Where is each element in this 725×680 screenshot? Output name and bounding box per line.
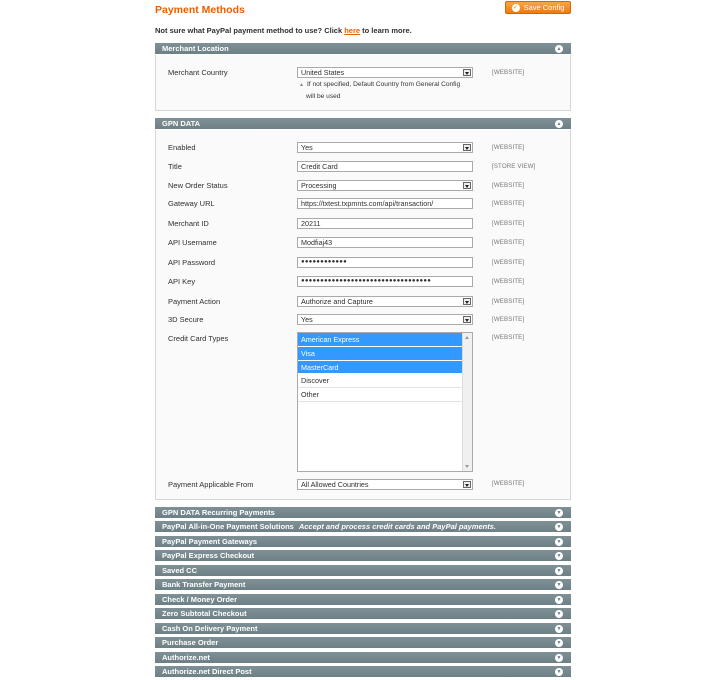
section-gpn-recurring-header[interactable] [155, 507, 571, 519]
section-authorize-net-header[interactable] [155, 652, 571, 664]
expand-icon[interactable]: ▼ [556, 510, 562, 516]
expand-icon[interactable]: ▼ [556, 597, 562, 603]
collapse-icon[interactable]: ▲ [556, 121, 562, 127]
merchant-country-select[interactable] [297, 67, 473, 78]
merchant-id-label: Merchant ID [168, 219, 209, 228]
credit-card-types-label: Credit Card Types [168, 334, 229, 343]
merchant-country-note [299, 79, 460, 102]
3d-secure-label: 3D Secure [168, 315, 204, 324]
expand-icon[interactable]: ▼ [556, 553, 562, 559]
card-type-option[interactable]: Discover [298, 374, 463, 388]
section-merchant-location-header[interactable] [155, 43, 571, 55]
enabled-scope: [WEBSITE] [492, 144, 525, 151]
section-title: Purchase Order [162, 638, 219, 647]
section-cash-on-delivery-header[interactable] [155, 623, 571, 635]
payment-applicable-from-select[interactable] [297, 479, 473, 490]
note-line-2: will be used [306, 93, 341, 100]
api-username-label: API Username [168, 238, 217, 247]
checkmark-icon: ✓ [513, 4, 519, 11]
section-title: Zero Subtotal Checkout [162, 609, 247, 618]
3d-secure-scope: [WEBSITE] [492, 316, 525, 323]
page-title: Payment Methods [155, 4, 245, 16]
api-username-input[interactable]: Modfiaj43 [297, 237, 473, 248]
merchant-id-scope: [WEBSITE] [492, 220, 525, 227]
paypal-note-suffix: to learn more. [360, 26, 412, 35]
expand-icon[interactable]: ▼ [556, 539, 562, 545]
title-label: Title [168, 162, 182, 171]
chevron-down-icon [463, 298, 471, 305]
section-title: PayPal Express Checkout [162, 551, 255, 560]
api-key-input[interactable]: ●●●●●●●●●●●●●●●●●●●●●●●●●●●●●●●●●● [297, 276, 473, 287]
expand-icon[interactable]: ▼ [556, 582, 562, 588]
expand-icon[interactable]: ▼ [556, 640, 562, 646]
section-paypal-express-header[interactable] [155, 550, 571, 562]
expand-icon[interactable]: ▼ [556, 568, 562, 574]
paypal-help-link[interactable]: here [344, 26, 361, 35]
section-title: Check / Money Order [162, 595, 238, 604]
section-title: Authorize.net [162, 653, 210, 662]
chevron-down-icon [463, 316, 471, 323]
save-config-label: Save Config [523, 3, 565, 12]
triangle-up-icon: ▲ [299, 82, 304, 88]
save-config-button[interactable] [505, 1, 571, 14]
card-type-option[interactable]: American Express [298, 333, 463, 347]
section-title: Merchant Location [162, 44, 229, 53]
card-type-option[interactable]: Other [298, 388, 463, 402]
section-authorize-net-direct-post-header[interactable] [155, 666, 571, 678]
merchant-country-value: United States [301, 68, 345, 77]
payment-action-select[interactable] [297, 296, 473, 307]
section-saved-cc-header[interactable] [155, 565, 571, 577]
merchant-country-scope: [WEBSITE] [492, 69, 525, 76]
scroll-up-icon[interactable] [465, 336, 469, 339]
new-order-status-select[interactable] [297, 180, 473, 191]
note-line-1: If not specified, Default Country from General Config [306, 81, 461, 88]
chevron-down-icon [463, 69, 471, 76]
payment-action-scope: [WEBSITE] [492, 298, 525, 305]
3d-secure-value: Yes [301, 315, 313, 324]
title-input[interactable]: Credit Card [297, 161, 473, 172]
section-title: Authorize.net Direct Post [162, 667, 252, 676]
section-title: GPN DATA [162, 119, 201, 128]
section-paypal-all-in-one-header[interactable] [155, 521, 571, 533]
title-scope: [STORE VIEW] [492, 163, 536, 170]
payment-action-value: Authorize and Capture [301, 297, 373, 306]
expand-icon[interactable]: ▼ [556, 655, 562, 661]
payment-applicable-from-label: Payment Applicable From [168, 480, 254, 489]
merchant-country-label: Merchant Country [168, 68, 228, 77]
section-purchase-order-header[interactable] [155, 637, 571, 649]
collapse-icon[interactable]: ▲ [556, 46, 562, 52]
section-title: PayPal All-in-One Payment Solutions [162, 522, 294, 531]
enabled-select[interactable] [297, 142, 473, 153]
section-check-money-order-header[interactable] [155, 594, 571, 606]
credit-card-types-scope: [WEBSITE] [492, 334, 525, 341]
payment-action-label: Payment Action [168, 297, 221, 306]
new-order-status-scope: [WEBSITE] [492, 182, 525, 189]
section-gpn-data-header[interactable] [155, 118, 571, 130]
chevron-down-icon [463, 182, 471, 189]
3d-secure-select[interactable] [297, 314, 473, 325]
new-order-status-label: New Order Status [168, 181, 228, 190]
chevron-down-icon [463, 481, 471, 488]
expand-icon[interactable]: ▼ [556, 611, 562, 617]
gateway-url-label: Gateway URL [168, 199, 215, 208]
api-username-scope: [WEBSITE] [492, 239, 525, 246]
section-paypal-gateways-header[interactable] [155, 536, 571, 548]
section-subtitle: Accept and process credit cards and PayPal payments. [298, 522, 497, 531]
card-type-option[interactable]: Visa [298, 347, 463, 361]
chevron-down-icon [463, 144, 471, 151]
api-password-scope: [WEBSITE] [492, 259, 525, 266]
section-title: GPN DATA Recurring Payments [162, 508, 275, 517]
api-password-input[interactable]: ●●●●●●●●●●●● [297, 257, 473, 268]
api-password-label: API Password [168, 258, 216, 267]
section-title: Bank Transfer Payment [162, 580, 246, 589]
expand-icon[interactable]: ▼ [556, 626, 562, 632]
new-order-status-value: Processing [301, 181, 337, 190]
gateway-url-scope: [WEBSITE] [492, 200, 525, 207]
payment-applicable-from-scope: [WEBSITE] [492, 480, 525, 487]
scroll-down-icon[interactable] [465, 465, 469, 468]
credit-card-types-multiselect[interactable] [297, 332, 473, 472]
section-zero-subtotal-header[interactable] [155, 608, 571, 620]
section-bank-transfer-header[interactable] [155, 579, 571, 591]
payment-applicable-from-value: All Allowed Countries [301, 480, 369, 489]
card-type-option[interactable]: MasterCard [298, 361, 463, 375]
enabled-label: Enabled [168, 143, 196, 152]
enabled-value: Yes [301, 143, 313, 152]
paypal-note-prefix: Not sure what PayPal payment method to use? Click [155, 26, 345, 35]
expand-icon[interactable]: ▼ [556, 524, 562, 530]
scrollbar[interactable] [462, 333, 472, 471]
merchant-id-input[interactable]: 20211 [297, 218, 473, 229]
paypal-help-note [155, 26, 412, 35]
expand-icon[interactable]: ▼ [556, 669, 562, 675]
api-key-label: API Key [168, 277, 196, 286]
section-title: Saved CC [162, 566, 198, 575]
gateway-url-input[interactable]: https://txtest.txpmnts.com/api/transaction/ [297, 198, 473, 209]
section-title: PayPal Payment Gateways [162, 537, 258, 546]
section-title: Cash On Delivery Payment [162, 624, 258, 633]
api-key-scope: [WEBSITE] [492, 278, 525, 285]
